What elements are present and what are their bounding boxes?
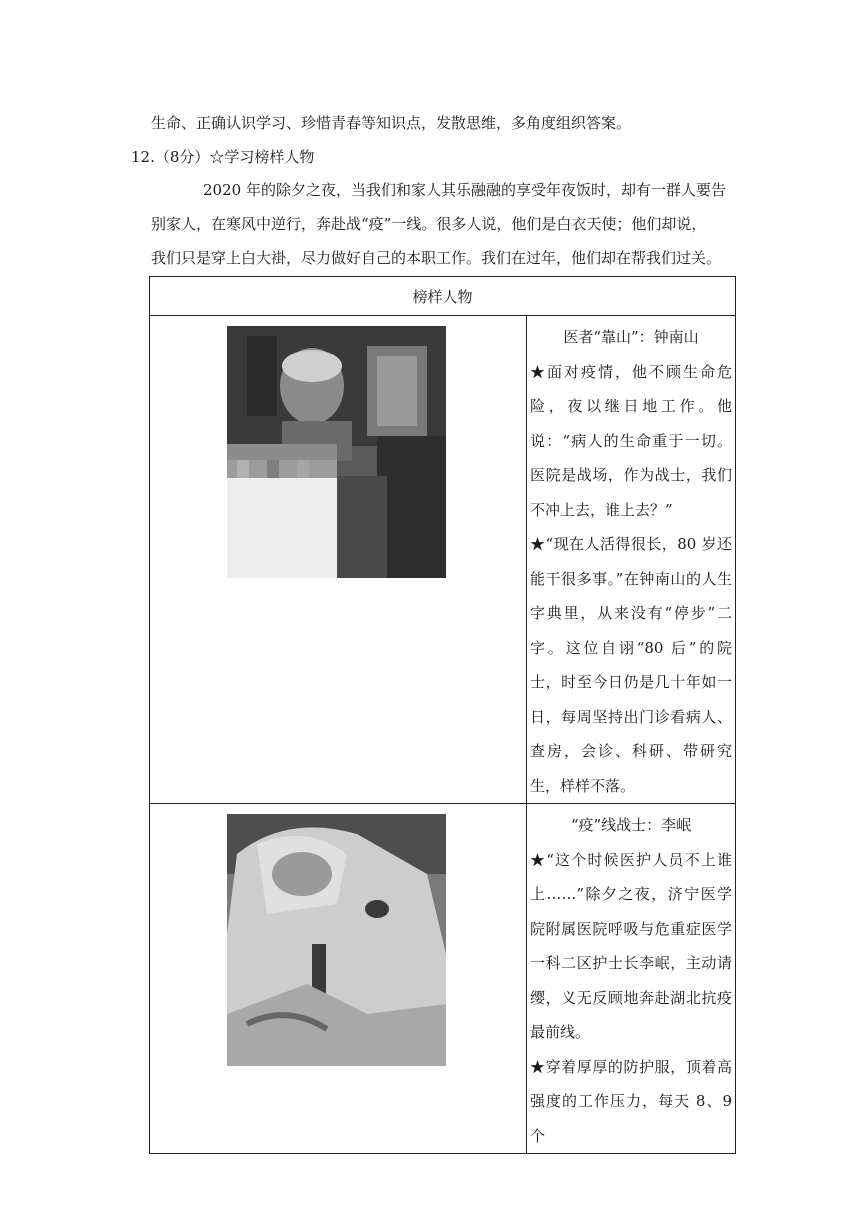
paragraph-line-3: 我们只是穿上白大褂，尽力做好自己的本职工作。我们在过年，他们却在帮我们过关。: [151, 249, 722, 267]
row-paragraph: ★“现在人活得很长，80 岁还能干很多事。”在钟南山的人生字典里，从来没有“停步”二字。这位自诩“80 后”的院士，时至今日仍是几十年如一日，每周坚持出门诊看病人、查房，会诊、科研、带研究生，样样不落。: [530, 535, 733, 795]
row-paragraph: ★面对疫情，他不顾生命危险，夜以继日地工作。他说：“病人的生命重于一切。医院是战场，作为战士，我们不冲上去，谁上去？”: [530, 362, 733, 519]
photo-cell: [150, 804, 527, 1154]
paragraph-line-2: 别家人，在寒风中逆行，奔赴战“疫”一线。很多人说，他们是白衣天使；他们却说，: [151, 215, 707, 233]
zhong-nanshan-photo: [227, 326, 446, 578]
intro-line: 生命、正确认识学习、珍惜青春等知识点，发散思维，多角度组织答案。: [151, 114, 632, 132]
table-row: [150, 804, 736, 1154]
role-models-table: [149, 276, 736, 1154]
paragraph-line-1: 2020 年的除夕之夜，当我们和家人其乐融融的享受年夜饭时，却有一群人要告: [203, 181, 726, 199]
row-paragraph: ★穿着厚厚的防护服，顶着高强度的工作压力，每天 8、9 个: [530, 1057, 733, 1145]
table-row: [150, 316, 736, 804]
description-cell: [527, 804, 736, 1154]
question-heading: 12.（8分）☆学习榜样人物: [131, 148, 315, 166]
li-min-photo: [227, 814, 446, 1066]
description-cell: [527, 316, 736, 804]
photo-cell: [150, 316, 527, 804]
row-paragraph: ★“这个时候医护人员不上谁上……”除夕之夜，济宁医学院附属医院呼吸与危重症医学一科二区护士长李岷，主动请缨，义无反顾地奔赴湖北抗疫最前线。: [530, 850, 733, 1041]
row-title: “疫”线战士：李岷: [570, 816, 692, 834]
table-header: 榜样人物: [150, 277, 736, 316]
row-title: 医者“靠山”：钟南山: [563, 328, 699, 346]
